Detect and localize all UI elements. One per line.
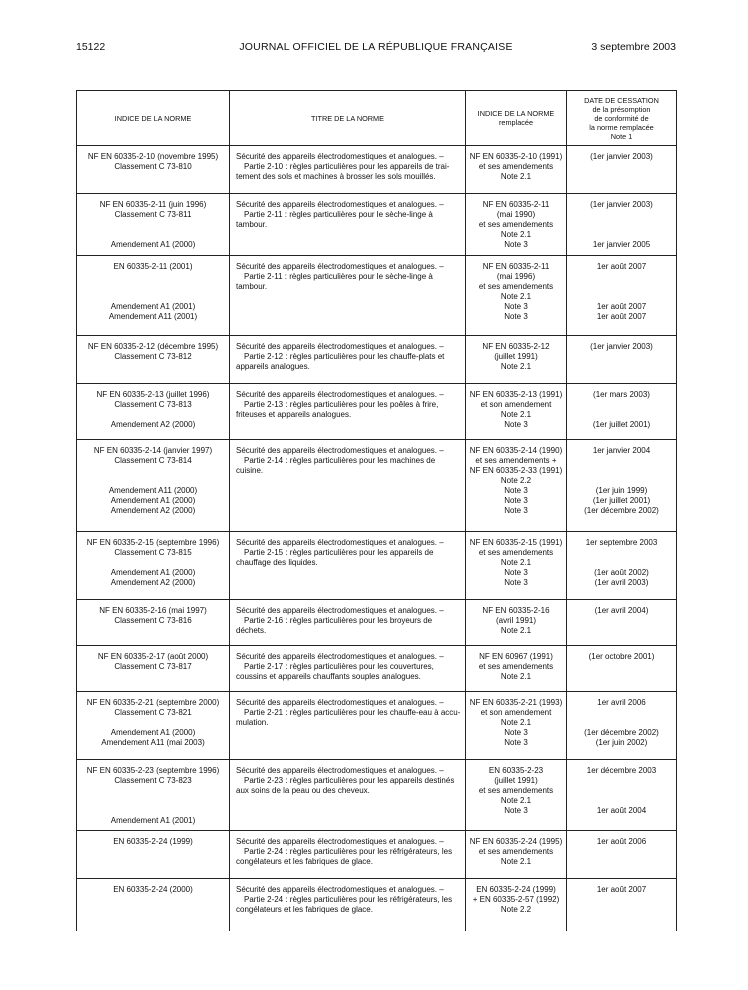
cell-line: Sécurité des appareils électrodomestiques et analogues. – xyxy=(236,262,444,271)
cell-line: 1er août 2007 xyxy=(596,312,647,321)
cell-line: NF EN 60335-2-21 (septembre 2000) xyxy=(86,698,220,707)
norme-remplacee-cell xyxy=(466,760,567,831)
cell-line: Note 2.1 xyxy=(500,672,532,681)
cell-line: Amendement A1 (2000) xyxy=(110,728,196,737)
norme-indice-cell xyxy=(77,760,230,831)
cell-line: appareils analogues. xyxy=(236,362,310,371)
cell-line: NF EN 60335-2-10 (novembre 1995) xyxy=(87,152,219,161)
cell-line: (1er juillet 2001) xyxy=(592,420,651,429)
column-header-line: TITRE DE LA NORME xyxy=(311,113,384,123)
cell-line: 1er août 2006 xyxy=(596,837,647,846)
cell-line: et ses amendements xyxy=(478,548,554,557)
cell-line: Sécurité des appareils électrodomestiques et analogues. – xyxy=(236,446,444,455)
cell-line: Sécurité des appareils électrodomestiques et analogues. – xyxy=(236,390,444,399)
cell-line: Amendement A1 (2001) xyxy=(110,302,196,311)
cell-line: 1er décembre 2003 xyxy=(586,766,657,775)
cell-line: 1er janvier 2004 xyxy=(592,446,651,455)
spacer xyxy=(81,230,225,240)
cell-line: EN 60335-2-11 (2001) xyxy=(113,262,193,271)
cell-line: Note 2.1 xyxy=(500,292,532,301)
date-cessation-cell xyxy=(567,532,677,600)
cell-line: Classement C 73-811 xyxy=(114,210,192,219)
cell-line: (1er avril 2004) xyxy=(594,606,649,615)
cell-line: 1er août 2007 xyxy=(596,262,647,271)
table-row xyxy=(77,440,677,532)
cell-line: NF EN 60335-2-10 (1991) xyxy=(469,152,563,161)
cell-line: EN 60335-2-24 (2000) xyxy=(113,885,193,894)
column-header-line: la norme remplacée xyxy=(589,122,654,132)
cell-line: Classement C 73-821 xyxy=(114,708,192,717)
norme-remplacee-cell xyxy=(466,146,567,194)
spacer xyxy=(569,466,674,476)
cell-line: NF EN 60335-2-11 xyxy=(482,262,550,271)
cell-line: Classement C 73-812 xyxy=(114,352,192,361)
date-cessation-cell xyxy=(567,194,677,256)
cell-line: (juillet 1991) xyxy=(494,776,538,785)
date-cessation-cell xyxy=(567,440,677,532)
cell-line: (mai 1996) xyxy=(496,272,536,281)
cell-line: Note 3 xyxy=(504,738,528,747)
norme-indice-cell xyxy=(77,532,230,600)
cell-line: NF EN 60967 (1991) xyxy=(479,652,553,661)
cell-line: EN 60335-2-24 (1999) xyxy=(113,837,193,846)
publication-date: 3 septembre 2003 xyxy=(591,41,676,53)
spacer xyxy=(569,796,674,806)
date-cessation-cell xyxy=(567,600,677,646)
cell-line: NF EN 60335-2-12 xyxy=(482,342,550,351)
spacer xyxy=(569,558,674,568)
spacer xyxy=(569,708,674,718)
spacer xyxy=(81,718,225,728)
cell-line: EN 60335-2-24 (1999) xyxy=(476,885,556,894)
spacer xyxy=(81,220,225,230)
norme-titre-cell xyxy=(230,384,466,440)
column-header-line: Note 1 xyxy=(610,131,633,141)
cell-line: NF EN 60335-2-13 (1991) xyxy=(469,390,563,399)
cell-line: Partie 2-15 : règles particulières pour les appareils de xyxy=(244,548,434,557)
cell-line: Sécurité des appareils électrodomestiques et analogues. – xyxy=(236,342,444,351)
cell-line: Sécurité des appareils électrodomestiques et analogues. – xyxy=(236,606,444,615)
cell-line: Amendement A1 (2000) xyxy=(110,240,196,249)
norme-indice-cell xyxy=(77,256,230,336)
cell-line: Sécurité des appareils électrodomestiques et analogues. – xyxy=(236,200,444,209)
spacer xyxy=(81,410,225,420)
cell-line: NF EN 60335-2-14 (janvier 1997) xyxy=(93,446,213,455)
cell-line: aux soins de la peau ou des cheveux. xyxy=(236,786,370,795)
norme-remplacee-cell xyxy=(466,831,567,879)
norme-remplacee-cell xyxy=(466,600,567,646)
cell-line: Note 2.1 xyxy=(500,172,532,181)
cell-line: 1er septembre 2003 xyxy=(585,538,658,547)
cell-line: Note 3 xyxy=(504,728,528,737)
table-row xyxy=(77,646,677,692)
cell-line: Sécurité des appareils électrodomestiques et analogues. – xyxy=(236,837,444,846)
date-cessation-cell xyxy=(567,384,677,440)
table-header-row xyxy=(77,91,677,146)
cell-line: NF EN 60335-2-11 (juin 1996) xyxy=(99,200,207,209)
norme-remplacee-cell xyxy=(466,532,567,600)
cell-line: NF EN 60335-2-16 xyxy=(482,606,550,615)
cell-line: Sécurité des appareils électrodomestiques et analogues. – xyxy=(236,885,444,894)
cell-line: congélateurs et les fabriques de glace. xyxy=(236,857,373,866)
cell-line: Note 3 xyxy=(504,420,528,429)
cell-line: Amendement A11 (mai 2003) xyxy=(101,738,205,747)
cell-line: Partie 2-10 : règles particulières pour les appareils de trai- xyxy=(244,162,450,171)
spacer xyxy=(569,476,674,486)
norme-indice-cell xyxy=(77,831,230,879)
norme-titre-cell xyxy=(230,760,466,831)
journal-title: JOURNAL OFFICIEL DE LA RÉPUBLIQUE FRANÇAISE xyxy=(239,41,513,53)
cell-line: NF EN 60335-2-14 (1990) xyxy=(469,446,563,455)
cell-line: et ses amendements xyxy=(478,220,554,229)
cell-line: Partie 2-17 : règles particulières pour les couvertures, xyxy=(244,662,434,671)
column-header-titre xyxy=(230,91,466,146)
spacer xyxy=(569,292,674,302)
date-cessation-cell xyxy=(567,146,677,194)
cell-line: Partie 2-14 : règles particulières pour les machines de xyxy=(244,456,436,465)
spacer xyxy=(81,466,225,476)
norme-titre-cell xyxy=(230,646,466,692)
column-header-line: DATE DE CESSATION xyxy=(584,95,659,105)
cell-line: 1er août 2007 xyxy=(596,885,647,894)
cell-line: (1er janvier 2003) xyxy=(590,152,653,161)
spacer xyxy=(569,548,674,558)
norme-titre-cell xyxy=(230,256,466,336)
column-header-line: INDICE DE LA NORME xyxy=(477,109,555,118)
spacer xyxy=(569,272,674,282)
cell-line: Note 3 xyxy=(504,506,528,515)
table-body xyxy=(77,146,677,931)
spacer xyxy=(81,282,225,292)
cell-line: Amendement A1 (2001) xyxy=(110,816,196,825)
cell-line: Note 2.1 xyxy=(500,857,532,866)
cell-line: (mai 1990) xyxy=(496,210,536,219)
cell-line: NF EN 60335-2-15 (1991) xyxy=(469,538,563,547)
cell-line: Note 3 xyxy=(504,578,528,587)
spacer xyxy=(81,786,225,796)
norme-remplacee-cell xyxy=(466,692,567,760)
cell-line: (1er avril 2003) xyxy=(594,578,649,587)
table-row xyxy=(77,256,677,336)
cell-line: NF EN 60335-2-16 (mai 1997) xyxy=(99,606,207,615)
cell-line: Partie 2-21 : règles particulières pour les chauffe-eau à accu- xyxy=(244,708,461,717)
cell-line: Note 3 xyxy=(504,568,528,577)
cell-line: NF EN 60335-2-15 (septembre 1996) xyxy=(86,538,220,547)
cell-line: Note 2.1 xyxy=(500,796,532,805)
cell-line: (juillet 1991) xyxy=(494,352,538,361)
cell-line: Note 2.1 xyxy=(500,410,532,419)
cell-line: Note 2.1 xyxy=(500,718,532,727)
norme-titre-cell xyxy=(230,831,466,879)
cell-line: (1er août 2002) xyxy=(594,568,649,577)
norme-indice-cell xyxy=(77,194,230,256)
cell-line: 1er août 2007 xyxy=(596,302,647,311)
column-header-line: de conformité de xyxy=(594,113,649,123)
norme-remplacee-cell xyxy=(466,194,567,256)
norme-titre-cell xyxy=(230,879,466,931)
cell-line: Note 2.1 xyxy=(500,230,532,239)
cell-line: 1er avril 2006 xyxy=(597,698,646,707)
cell-line: (1er juillet 2001) xyxy=(592,496,651,505)
norme-titre-cell xyxy=(230,600,466,646)
table-row xyxy=(77,831,677,879)
cell-line: NF EN 60335-2-24 (1995) xyxy=(469,837,563,846)
cell-line: 1er août 2004 xyxy=(596,806,647,815)
norme-indice-cell xyxy=(77,879,230,931)
table-row xyxy=(77,879,677,931)
cell-line: Amendement A11 (2000) xyxy=(108,486,198,495)
table-row xyxy=(77,336,677,384)
spacer xyxy=(81,806,225,816)
norme-remplacee-cell xyxy=(466,646,567,692)
cell-line: cuisine. xyxy=(236,466,264,475)
norme-remplacee-cell xyxy=(466,440,567,532)
cell-line: Amendement A1 (2000) xyxy=(110,568,196,577)
column-header-indice xyxy=(77,91,230,146)
cell-line: Note 2.1 xyxy=(500,362,532,371)
cell-line: 1er janvier 2005 xyxy=(592,240,651,249)
cell-line: (1er octobre 2001) xyxy=(588,652,655,661)
cell-line: NF EN 60335-2-11 xyxy=(482,200,550,209)
cell-line: Amendement A2 (2000) xyxy=(110,420,196,429)
spacer xyxy=(81,796,225,806)
table-row xyxy=(77,194,677,256)
norme-remplacee-cell xyxy=(466,256,567,336)
cell-line: NF EN 60335-2-23 (septembre 1996) xyxy=(86,766,220,775)
table-row xyxy=(77,532,677,600)
cell-line: Classement C 73-813 xyxy=(114,400,192,409)
norme-indice-cell xyxy=(77,146,230,194)
cell-line: et ses amendements xyxy=(478,662,554,671)
cell-line: (1er juin 2002) xyxy=(595,738,648,747)
cell-line: (1er mars 2003) xyxy=(593,390,650,399)
cell-line: (1er décembre 2002) xyxy=(584,728,659,737)
cell-line: Partie 2-24 : règles particulières pour les réfrigérateurs, les xyxy=(244,895,453,904)
cell-line: Classement C 73-815 xyxy=(114,548,192,557)
spacer xyxy=(81,272,225,282)
norme-titre-cell xyxy=(230,692,466,760)
spacer xyxy=(569,210,674,220)
column-header-date-cessation xyxy=(567,91,677,146)
cell-line: (1er juin 1999) xyxy=(595,486,648,495)
cell-line: Partie 2-23 : règles particulières pour les appareils destinés xyxy=(244,776,455,785)
table-row xyxy=(77,384,677,440)
cell-line: Sécurité des appareils électrodomestiques et analogues. – xyxy=(236,766,444,775)
cell-line: tement des sols et machines à brosser les sols mouillés. xyxy=(236,172,436,181)
spacer xyxy=(569,282,674,292)
cell-line: Sécurité des appareils électrodomestiques et analogues. – xyxy=(236,152,444,161)
cell-line: Note 2.1 xyxy=(500,558,532,567)
spacer xyxy=(81,292,225,302)
page-number: 15122 xyxy=(76,41,106,53)
cell-line: et ses amendements + xyxy=(475,456,557,465)
norme-remplacee-cell xyxy=(466,879,567,931)
cell-line: NF EN 60335-2-21 (1993) xyxy=(469,698,563,707)
norme-indice-cell xyxy=(77,646,230,692)
cell-line: Note 2.1 xyxy=(500,626,532,635)
spacer xyxy=(569,456,674,466)
spacer xyxy=(569,220,674,230)
spacer xyxy=(81,558,225,568)
cell-line: NF EN 60335-2-33 (1991) xyxy=(469,466,563,475)
date-cessation-cell xyxy=(567,646,677,692)
date-cessation-cell xyxy=(567,760,677,831)
cell-line: Note 3 xyxy=(504,496,528,505)
cell-line: Partie 2-24 : règles particulières pour les réfrigérateurs, les xyxy=(244,847,453,856)
cell-line: Sécurité des appareils électrodomestiques et analogues. – xyxy=(236,698,444,707)
cell-line: NF EN 60335-2-12 (décembre 1995) xyxy=(87,342,219,351)
date-cessation-cell xyxy=(567,692,677,760)
cell-line: et son amendement xyxy=(480,708,552,717)
cell-line: NF EN 60335-2-17 (août 2000) xyxy=(97,652,209,661)
cell-line: Classement C 73-823 xyxy=(114,776,192,785)
date-cessation-cell xyxy=(567,831,677,879)
cell-line: Classement C 73-816 xyxy=(114,616,192,625)
norme-indice-cell xyxy=(77,440,230,532)
cell-line: déchets. xyxy=(236,626,267,635)
norme-titre-cell xyxy=(230,440,466,532)
cell-line: Partie 2-11 : règles particulières pour le sèche-linge à xyxy=(244,210,433,219)
table-row xyxy=(77,760,677,831)
cell-line: Classement C 73-810 xyxy=(114,162,192,171)
cell-line: + EN 60335-2-57 (1992) xyxy=(472,895,560,904)
cell-line: (1er décembre 2002) xyxy=(584,506,659,515)
cell-line: Classement C 73-814 xyxy=(114,456,192,465)
cell-line: et ses amendements xyxy=(478,282,554,291)
cell-line: et son amendement xyxy=(480,400,552,409)
cell-line: NF EN 60335-2-13 (juillet 1996) xyxy=(96,390,210,399)
column-header-indice-remplacee xyxy=(466,91,567,146)
cell-line: (avril 1991) xyxy=(495,616,536,625)
norme-indice-cell xyxy=(77,336,230,384)
cell-line: Partie 2-13 : règles particulières pour les poêles à frire, xyxy=(244,400,439,409)
cell-line: Partie 2-11 : règles particulières pour le sèche-linge à xyxy=(244,272,433,281)
table-row xyxy=(77,146,677,194)
cell-line: (1er janvier 2003) xyxy=(590,342,653,351)
cell-line: Amendement A1 (2000) xyxy=(110,496,196,505)
cell-line: coussins et appareils chauffants souples analogues. xyxy=(236,672,421,681)
norme-titre-cell xyxy=(230,146,466,194)
column-header-line: INDICE DE LA NORME xyxy=(114,113,192,123)
cell-line: Partie 2-12 : règles particulières pour les chauffe-plats et xyxy=(244,352,445,361)
spacer xyxy=(569,786,674,796)
norme-indice-cell xyxy=(77,692,230,760)
cell-line: Amendement A11 (2001) xyxy=(108,312,198,321)
cell-line: chauffage des liquides. xyxy=(236,558,318,567)
cell-line: Partie 2-16 : règles particulières pour les broyeurs de xyxy=(244,616,433,625)
spacer xyxy=(81,476,225,486)
cell-line: Note 3 xyxy=(504,302,528,311)
cell-line: Note 3 xyxy=(504,486,528,495)
norme-titre-cell xyxy=(230,532,466,600)
cell-line: friteuses et appareils analogues. xyxy=(236,410,352,419)
column-header-line: de la présomption xyxy=(592,104,651,114)
cell-line: et ses amendements xyxy=(478,847,554,856)
date-cessation-cell xyxy=(567,256,677,336)
cell-line: Note 3 xyxy=(504,806,528,815)
cell-line: Note 2.2 xyxy=(500,476,532,485)
cell-line: Note 2.2 xyxy=(500,905,532,914)
norme-indice-cell xyxy=(77,384,230,440)
cell-line: Note 3 xyxy=(504,240,528,249)
norme-remplacee-cell xyxy=(466,336,567,384)
cell-line: Amendement A2 (2000) xyxy=(110,578,196,587)
date-cessation-cell xyxy=(567,336,677,384)
cell-line: tambour. xyxy=(236,282,268,291)
cell-line: Sécurité des appareils électrodomestiques et analogues. – xyxy=(236,652,444,661)
spacer xyxy=(569,410,674,420)
date-cessation-cell xyxy=(567,879,677,931)
cell-line: Classement C 73-817 xyxy=(114,662,192,671)
page-header xyxy=(76,38,676,56)
spacer xyxy=(569,230,674,240)
column-header-line: remplacée xyxy=(498,118,534,127)
cell-line: EN 60335-2-23 xyxy=(488,766,544,775)
cell-line: Note 3 xyxy=(504,312,528,321)
spacer xyxy=(569,718,674,728)
cell-line: et ses amendements xyxy=(478,786,554,795)
cell-line: tambour. xyxy=(236,220,268,229)
table-row xyxy=(77,600,677,646)
norme-indice-cell xyxy=(77,600,230,646)
spacer xyxy=(569,400,674,410)
standards-table xyxy=(76,90,677,931)
spacer xyxy=(569,776,674,786)
norme-titre-cell xyxy=(230,336,466,384)
cell-line: Amendement A2 (2000) xyxy=(110,506,196,515)
cell-line: (1er janvier 2003) xyxy=(590,200,653,209)
cell-line: et ses amendements xyxy=(478,162,554,171)
table-row xyxy=(77,692,677,760)
cell-line: mulation. xyxy=(236,718,269,727)
cell-line: Sécurité des appareils électrodomestiques et analogues. – xyxy=(236,538,444,547)
cell-line: congélateurs et les fabriques de glace. xyxy=(236,905,373,914)
norme-remplacee-cell xyxy=(466,384,567,440)
norme-titre-cell xyxy=(230,194,466,256)
